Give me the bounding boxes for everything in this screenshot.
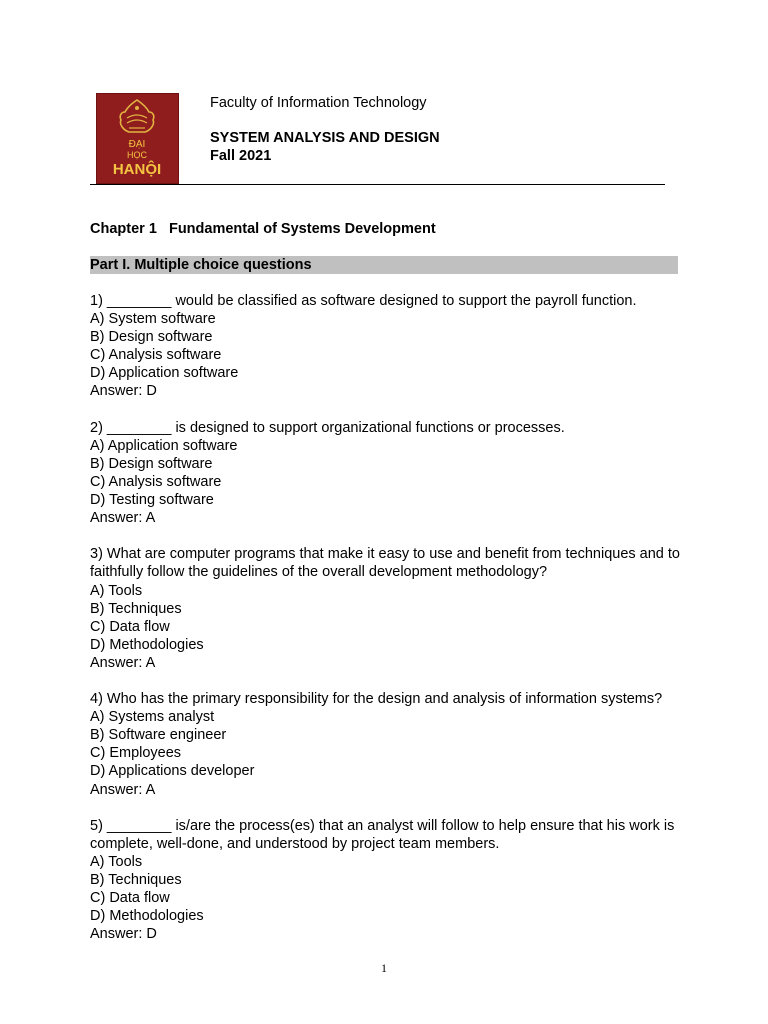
question-2 xyxy=(90,419,680,528)
option-b: B) Techniques xyxy=(90,600,182,617)
option-d: D) Testing software xyxy=(90,492,214,509)
question-1 xyxy=(90,292,680,401)
option-d: D) Applications developer xyxy=(90,763,255,780)
question-stem: 2) ________ is designed to support organizational functions or processes. xyxy=(90,419,565,436)
question-4 xyxy=(90,690,680,799)
logo-text-line3: HANỘI xyxy=(112,161,162,178)
university-logo xyxy=(96,93,179,184)
answer: Answer: D xyxy=(90,926,157,943)
option-a: A) Application software xyxy=(90,437,238,454)
answer: Answer: A xyxy=(90,781,156,798)
option-c: C) Data flow xyxy=(90,890,170,907)
option-a: A) System software xyxy=(90,311,216,328)
answer: Answer: A xyxy=(90,510,156,527)
logo-text-line1: ĐẠI xyxy=(128,139,146,150)
part-title: Part I. Multiple choice questions xyxy=(90,257,312,273)
option-a: A) Tools xyxy=(90,853,143,870)
option-a: A) Systems analyst xyxy=(90,709,215,726)
logo-text-line2: HỌC xyxy=(127,150,147,160)
chapter-title: Chapter 1 Fundamental of Systems Development xyxy=(90,221,436,237)
question-list xyxy=(90,292,680,961)
page-number: 1 xyxy=(381,961,387,975)
course-title: SYSTEM ANALYSIS AND DESIGN xyxy=(210,130,440,146)
faculty-name: Faculty of Information Technology xyxy=(210,95,427,111)
option-c: C) Data flow xyxy=(90,618,170,635)
answer: Answer: A xyxy=(90,654,156,671)
question-stem: 1) ________ would be classified as software designed to support the payroll function. xyxy=(90,293,637,309)
hanoi-university-emblem-icon xyxy=(97,94,178,183)
header-divider xyxy=(90,184,665,185)
option-b: B) Techniques xyxy=(90,872,182,888)
option-b: B) Software engineer xyxy=(90,727,227,744)
option-d: D) Methodologies xyxy=(90,908,204,925)
option-c: C) Analysis software xyxy=(90,473,222,490)
option-b: B) Design software xyxy=(90,329,213,346)
option-b: B) Design software xyxy=(90,455,213,472)
question-stem: 4) Who has the primary responsibility for the design and analysis of information systems? xyxy=(90,691,663,708)
answer: Answer: D xyxy=(90,383,157,400)
option-d: D) Application software xyxy=(90,365,239,382)
option-a: A) Tools xyxy=(90,582,143,599)
question-3 xyxy=(90,545,680,672)
option-d: D) Methodologies xyxy=(90,636,204,653)
option-c: C) Employees xyxy=(90,745,182,762)
question-stem: 5) ________ is/are the process(es) that an analyst will follow to help ensure that his work is complete, well-done, and understood by project team members. xyxy=(90,817,675,852)
question-stem: 3) What are computer programs that make it easy to use and benefit from techniques and to faithfully follow the guidelines of the overall development methodology? xyxy=(90,546,680,581)
question-5 xyxy=(90,817,680,944)
option-c: C) Analysis software xyxy=(90,347,222,364)
course-term: Fall 2021 xyxy=(210,148,272,164)
